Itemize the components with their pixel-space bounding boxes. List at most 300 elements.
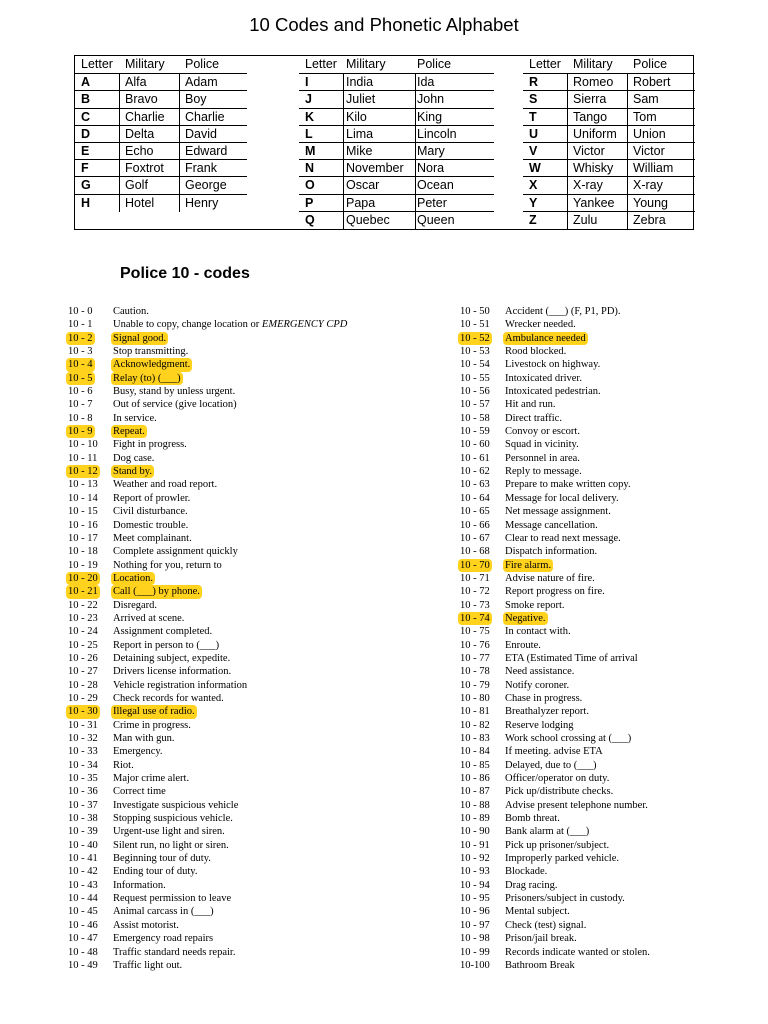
phonetic-column-header: Letter	[81, 57, 113, 71]
code-description	[503, 452, 582, 465]
phonetic-military-word: Zulu	[573, 212, 598, 227]
code-number: 10 - 6	[68, 386, 93, 398]
phonetic-military-word: Uniform	[573, 126, 617, 141]
code-description-text: Unable to copy, change location or	[113, 319, 262, 331]
code-number: 10 - 48	[68, 946, 98, 958]
phonetic-military-word: India	[346, 75, 374, 90]
code-number: 10 - 61	[460, 452, 490, 464]
code-number: 10 - 35	[68, 773, 98, 785]
phonetic-column-header: Letter	[529, 57, 561, 71]
code-description-text: Assignment completed.	[113, 626, 213, 638]
code-description-emphasis: EMERGENCY CPD	[261, 319, 348, 331]
phonetic-row	[523, 159, 695, 177]
code-description-text: Beginning tour of duty.	[113, 853, 211, 865]
code-description	[503, 879, 559, 892]
phonetic-letter: N	[305, 161, 315, 176]
phonetic-row	[523, 108, 695, 126]
code-description-text: Advise nature of fire.	[505, 572, 595, 584]
code-description-text: Request permission to leave	[113, 893, 232, 905]
code-description	[503, 959, 577, 972]
phonetic-header-row	[523, 56, 695, 73]
code-number: 10 - 74	[460, 612, 490, 624]
code-number: 10 - 1	[68, 319, 93, 331]
code-description	[503, 332, 588, 345]
code-number: 10 - 76	[460, 639, 490, 651]
phonetic-group-2	[299, 56, 494, 229]
phonetic-letter: D	[81, 126, 91, 141]
code-description	[503, 772, 611, 785]
code-description-text: Dog case.	[113, 452, 155, 464]
code-description	[111, 652, 232, 665]
code-description-text: Complete assignment quickly	[113, 546, 238, 558]
code-number: 10 - 58	[460, 412, 490, 424]
code-description	[503, 372, 584, 385]
phonetic-police-word: John	[417, 92, 445, 107]
code-description	[503, 732, 633, 745]
phonetic-police-word: Victor	[633, 144, 665, 158]
phonetic-alphabet-table	[74, 55, 694, 230]
code-description-text: ETA (Estimated Time of arrival	[505, 652, 638, 664]
code-description	[111, 812, 235, 825]
code-description	[503, 905, 572, 918]
code-number: 10 - 14	[68, 492, 98, 504]
phonetic-letter: L	[305, 126, 313, 141]
phonetic-letter: Q	[305, 212, 315, 227]
code-description	[503, 572, 597, 585]
code-description	[111, 785, 168, 798]
code-number: 10 - 96	[460, 906, 490, 918]
code-description-text: Chase in progress.	[505, 692, 583, 704]
code-number: 10 - 72	[460, 586, 490, 598]
code-description-text: Message cancellation.	[505, 519, 598, 531]
code-description	[111, 759, 136, 772]
phonetic-letter: C	[81, 109, 91, 124]
phonetic-police-word: King	[417, 109, 443, 124]
code-description-text: Busy, stand by unless urgent.	[113, 386, 236, 398]
phonetic-letter: Z	[529, 212, 537, 227]
code-number: 10 - 47	[68, 933, 98, 945]
phonetic-letter: H	[81, 195, 91, 210]
code-description-text: In service.	[113, 412, 157, 424]
code-number: 10 - 31	[68, 719, 98, 731]
code-description-text: Relay (to) (___)	[113, 372, 181, 384]
code-number: 10 - 4	[68, 359, 93, 371]
table-divider	[179, 74, 180, 212]
code-number: 10 - 63	[460, 479, 490, 491]
code-number: 10 - 57	[460, 399, 490, 411]
code-description	[503, 358, 602, 371]
phonetic-column-header: Military	[573, 57, 613, 71]
code-description	[503, 465, 584, 478]
code-description	[111, 438, 189, 451]
code-number: 10 - 88	[460, 799, 490, 811]
code-number: 10 - 37	[68, 799, 98, 811]
code-number: 10 - 83	[460, 733, 490, 744]
code-description	[503, 892, 627, 905]
code-description	[503, 852, 621, 865]
code-description	[503, 946, 652, 959]
code-number: 10 - 20	[68, 572, 98, 584]
code-description-text: Urgent-use light and siren.	[113, 826, 225, 838]
code-description-text: Officer/operator on duty.	[505, 773, 610, 785]
phonetic-military-word: Tango	[573, 109, 608, 124]
code-number: 10 - 19	[68, 559, 98, 571]
code-description-text: If meeting. advise ETA	[505, 746, 603, 758]
code-description	[111, 358, 192, 371]
code-number: 10 - 95	[460, 893, 490, 905]
code-description	[503, 599, 567, 612]
phonetic-letter: W	[529, 161, 541, 176]
code-number: 10 - 59	[460, 426, 490, 438]
code-description-text: Reply to message.	[505, 466, 582, 478]
code-number: 10 - 73	[460, 599, 490, 611]
code-number: 10 - 70	[460, 559, 490, 571]
phonetic-military-word: Quebec	[346, 212, 390, 227]
phonetic-police-word: Nora	[417, 161, 445, 176]
code-number: 10 - 67	[460, 532, 490, 544]
code-description	[503, 932, 579, 945]
phonetic-row	[75, 159, 247, 177]
code-number: 10 - 33	[68, 746, 98, 758]
phonetic-row	[75, 125, 247, 143]
code-description-text: Fire alarm.	[505, 559, 552, 571]
code-description	[503, 799, 650, 812]
phonetic-military-word: Echo	[125, 144, 154, 158]
code-description-text: Riot.	[113, 759, 134, 771]
code-number: 10 - 79	[460, 679, 490, 691]
code-description-text: Report of prowler.	[113, 492, 191, 504]
code-description	[503, 385, 603, 398]
code-description-text: Major crime alert.	[113, 773, 190, 785]
code-description-text: Ambulance needed	[505, 332, 586, 344]
code-description	[111, 745, 165, 758]
phonetic-row	[523, 194, 695, 212]
code-description-text: Traffic light out.	[113, 959, 183, 971]
phonetic-letter: U	[529, 126, 539, 141]
code-number: 10 - 9	[68, 426, 93, 438]
code-description	[503, 692, 584, 705]
code-description	[503, 652, 640, 665]
phonetic-military-word: Bravo	[125, 92, 158, 107]
code-number: 10 - 2	[68, 332, 93, 344]
phonetic-military-word: November	[346, 161, 404, 176]
code-description-text: Report progress on fire.	[505, 586, 605, 598]
code-number: 10 - 22	[68, 599, 98, 611]
code-number: 10 - 84	[460, 746, 490, 758]
code-description	[503, 679, 571, 692]
phonetic-letter: F	[81, 161, 89, 176]
code-description	[111, 639, 221, 652]
code-number: 10 - 94	[460, 879, 490, 891]
code-number: 10 - 75	[460, 626, 490, 638]
table-divider	[567, 74, 568, 229]
code-description-text: Mental subject.	[505, 906, 570, 918]
code-description-text: Prepare to make written copy.	[505, 479, 631, 491]
code-number: 10 - 56	[460, 386, 490, 398]
code-description-text: Weather and road report.	[113, 479, 218, 491]
code-description	[503, 785, 615, 798]
phonetic-military-word: X-ray	[573, 178, 603, 193]
code-number: 10 - 8	[68, 412, 93, 424]
phonetic-column-header: Letter	[305, 57, 337, 71]
code-number: 10 - 53	[460, 346, 490, 358]
code-description	[111, 719, 193, 732]
code-description	[111, 585, 202, 598]
code-number: 10 - 81	[460, 706, 490, 718]
phonetic-row	[75, 142, 247, 160]
code-description-text: Information.	[113, 879, 166, 891]
code-description-text: Prisoners/subject in custody.	[505, 893, 625, 905]
table-divider	[343, 74, 344, 229]
code-description	[503, 398, 557, 411]
code-description-text: Acknowledgment.	[113, 359, 191, 371]
phonetic-police-word: Tom	[633, 109, 657, 124]
code-description-text: Message for local delivery.	[505, 492, 619, 504]
code-description	[503, 425, 582, 438]
code-description	[111, 625, 214, 638]
phonetic-military-word: Delta	[125, 126, 155, 141]
code-description-text: Hit and run.	[505, 399, 556, 411]
code-description	[111, 732, 177, 745]
code-description	[503, 519, 600, 532]
code-description	[111, 572, 155, 585]
phonetic-row	[299, 73, 494, 91]
phonetic-row	[75, 73, 247, 91]
code-description-text: Bathroom Break	[505, 959, 575, 971]
phonetic-police-word: Charlie	[185, 109, 225, 124]
code-description-text: Net message assignment.	[505, 506, 611, 518]
code-description	[111, 372, 183, 385]
code-number: 10 - 40	[68, 839, 98, 851]
code-description	[503, 865, 549, 878]
code-description-text: Check records for wanted.	[113, 692, 224, 704]
phonetic-row	[299, 125, 494, 143]
code-number: 10 - 66	[460, 519, 490, 531]
code-description	[111, 478, 219, 491]
code-number: 10 - 90	[460, 826, 490, 838]
code-description-text: Bank alarm at (___)	[505, 826, 590, 838]
table-divider	[119, 74, 120, 212]
code-number: 10 - 89	[460, 813, 490, 825]
code-description	[111, 905, 216, 918]
code-description-text: Ending tour of duty.	[113, 866, 198, 878]
code-number: 10 - 39	[68, 826, 98, 838]
phonetic-row	[75, 90, 247, 108]
code-description	[503, 719, 576, 732]
code-description	[111, 505, 190, 518]
code-description	[503, 745, 605, 758]
code-number: 10 - 13	[68, 479, 98, 491]
code-number: 10 - 55	[460, 372, 490, 384]
phonetic-police-word: Sam	[633, 92, 659, 107]
phonetic-row	[299, 90, 494, 108]
phonetic-police-word: William	[633, 161, 674, 176]
code-description-text: Vehicle registration information	[113, 679, 248, 691]
code-number: 10 - 80	[460, 692, 490, 704]
code-description-text: Detaining subject, expedite.	[113, 652, 231, 664]
phonetic-police-word: Queen	[417, 212, 455, 227]
phonetic-group-1	[75, 56, 247, 229]
code-description	[111, 705, 197, 718]
code-description-text: Check (test) signal.	[505, 919, 587, 931]
code-description-text: Stand by.	[113, 466, 152, 478]
code-description	[111, 305, 151, 318]
code-description-text: Arrived at scene.	[113, 612, 185, 624]
phonetic-military-word: Golf	[125, 178, 148, 193]
code-number: 10 - 64	[460, 492, 490, 504]
code-description-text: Silent run, no light or siren.	[113, 839, 229, 851]
code-description-text: Intoxicated driver.	[505, 372, 582, 384]
code-number: 10 - 12	[68, 466, 98, 478]
code-description	[111, 318, 349, 331]
phonetic-police-word: Ocean	[417, 178, 454, 193]
code-description-text: Drivers license information.	[113, 666, 232, 678]
code-description-text: Signal good.	[113, 332, 167, 344]
phonetic-letter: P	[305, 195, 314, 210]
code-description-text: Disregard.	[113, 599, 158, 611]
phonetic-row	[299, 194, 494, 212]
code-description	[111, 865, 199, 878]
phonetic-police-word: Ida	[417, 75, 435, 90]
code-description-text: Stopping suspicious vehicle.	[113, 813, 233, 825]
code-description-text: Records indicate wanted or stolen.	[505, 946, 650, 958]
code-description	[111, 332, 168, 345]
phonetic-military-word: Mike	[346, 144, 373, 158]
code-description-text: Negative.	[505, 612, 546, 624]
code-description	[111, 465, 154, 478]
code-description	[111, 612, 186, 625]
code-description	[503, 812, 562, 825]
code-description	[503, 492, 621, 505]
code-description	[111, 892, 233, 905]
code-description-text: Meet complainant.	[113, 532, 192, 544]
code-description-text: Assist motorist.	[113, 919, 179, 931]
code-number: 10 - 27	[68, 666, 98, 678]
code-description-text: Convoy or escort.	[505, 426, 580, 438]
code-number: 10 - 62	[460, 466, 490, 478]
code-description	[111, 772, 191, 785]
code-number: 10 - 44	[68, 893, 98, 905]
code-description-text: Drag racing.	[505, 879, 558, 891]
phonetic-letter: G	[81, 178, 91, 193]
code-description-text: Smoke report.	[505, 599, 565, 611]
code-description-text: Direct traffic.	[505, 412, 562, 424]
phonetic-military-word: Yankee	[573, 195, 615, 210]
phonetic-column-header: Police	[185, 57, 220, 71]
code-number: 10 - 65	[460, 506, 490, 518]
code-number: 10 - 98	[460, 933, 490, 945]
phonetic-police-word: X-ray	[633, 178, 663, 193]
code-description-text: Civil disturbance.	[113, 506, 188, 518]
code-number: 10 - 26	[68, 652, 98, 664]
code-number: 10 - 68	[460, 546, 490, 558]
code-number: 10 - 71	[460, 572, 490, 584]
code-description	[503, 825, 591, 838]
phonetic-military-word: Whisky	[573, 161, 614, 176]
code-description-text: Work school crossing at (___)	[505, 733, 632, 744]
phonetic-police-word: Frank	[185, 161, 217, 176]
code-description	[503, 665, 576, 678]
phonetic-row	[523, 90, 695, 108]
phonetic-row	[523, 211, 695, 229]
code-description-text: Correct time	[113, 786, 166, 798]
phonetic-letter: R	[529, 75, 539, 90]
phonetic-header-row	[75, 56, 247, 73]
code-number: 10 - 36	[68, 786, 98, 798]
phonetic-letter: T	[529, 109, 537, 124]
phonetic-military-word: Oscar	[346, 178, 380, 193]
code-description	[111, 345, 190, 358]
phonetic-police-word: Boy	[185, 92, 207, 107]
code-description	[503, 639, 543, 652]
code-description-text: Reserve lodging	[505, 719, 574, 731]
code-number: 10 - 25	[68, 639, 98, 651]
code-number: 10 - 91	[460, 839, 490, 851]
code-description	[503, 705, 591, 718]
code-number: 10 - 99	[460, 946, 490, 958]
code-description-text: Dispatch information.	[505, 546, 598, 558]
code-description	[111, 398, 239, 411]
phonetic-letter: S	[529, 92, 538, 107]
code-description	[111, 559, 224, 572]
table-divider	[415, 74, 416, 229]
phonetic-police-word: George	[185, 178, 227, 193]
phonetic-letter: Y	[529, 195, 538, 210]
phonetic-police-word: Adam	[185, 75, 218, 90]
code-description-text: Crime in progress.	[113, 719, 191, 731]
code-description	[111, 879, 168, 892]
phonetic-military-word: Kilo	[346, 109, 367, 124]
code-number: 10 - 5	[68, 372, 93, 384]
code-description	[111, 679, 249, 692]
code-description	[503, 559, 553, 572]
code-description-text: Delayed, due to (___)	[505, 759, 597, 771]
code-number: 10 - 24	[68, 626, 98, 638]
code-description	[503, 438, 581, 451]
table-divider	[627, 74, 628, 229]
code-description	[503, 545, 599, 558]
phonetic-military-word: Alfa	[125, 75, 147, 90]
code-number: 10 - 97	[460, 919, 490, 931]
code-description	[111, 532, 194, 545]
code-description	[111, 545, 240, 558]
code-number: 10 - 54	[460, 359, 490, 371]
code-description-text: Illegal use of radio.	[113, 706, 195, 718]
phonetic-military-word: Romeo	[573, 75, 614, 90]
code-description-text: Stop transmitting.	[113, 346, 189, 358]
code-number: 10 - 10	[68, 439, 98, 451]
phonetic-header-row	[299, 56, 494, 73]
code-description-text: Prison/jail break.	[505, 933, 577, 945]
code-description-text: Improperly parked vehicle.	[505, 853, 619, 865]
phonetic-row	[523, 142, 695, 160]
phonetic-row	[75, 176, 247, 194]
code-description-text: Notify coroner.	[505, 679, 570, 691]
phonetic-letter: X	[529, 178, 538, 193]
code-description-text: Advise present telephone number.	[505, 799, 648, 811]
code-description-text: Man with gun.	[113, 733, 175, 744]
phonetic-row	[523, 125, 695, 143]
phonetic-police-word: Lincoln	[417, 126, 457, 141]
code-description	[111, 959, 184, 972]
code-number: 10 - 15	[68, 506, 98, 518]
page-title: 10 Codes and Phonetic Alphabet	[249, 14, 519, 35]
code-description-text: Wrecker needed.	[505, 319, 576, 331]
code-description-text: Personnel in area.	[505, 452, 580, 464]
code-number: 10 - 77	[460, 652, 490, 664]
code-number: 10 - 30	[68, 706, 98, 718]
code-description	[111, 852, 213, 865]
